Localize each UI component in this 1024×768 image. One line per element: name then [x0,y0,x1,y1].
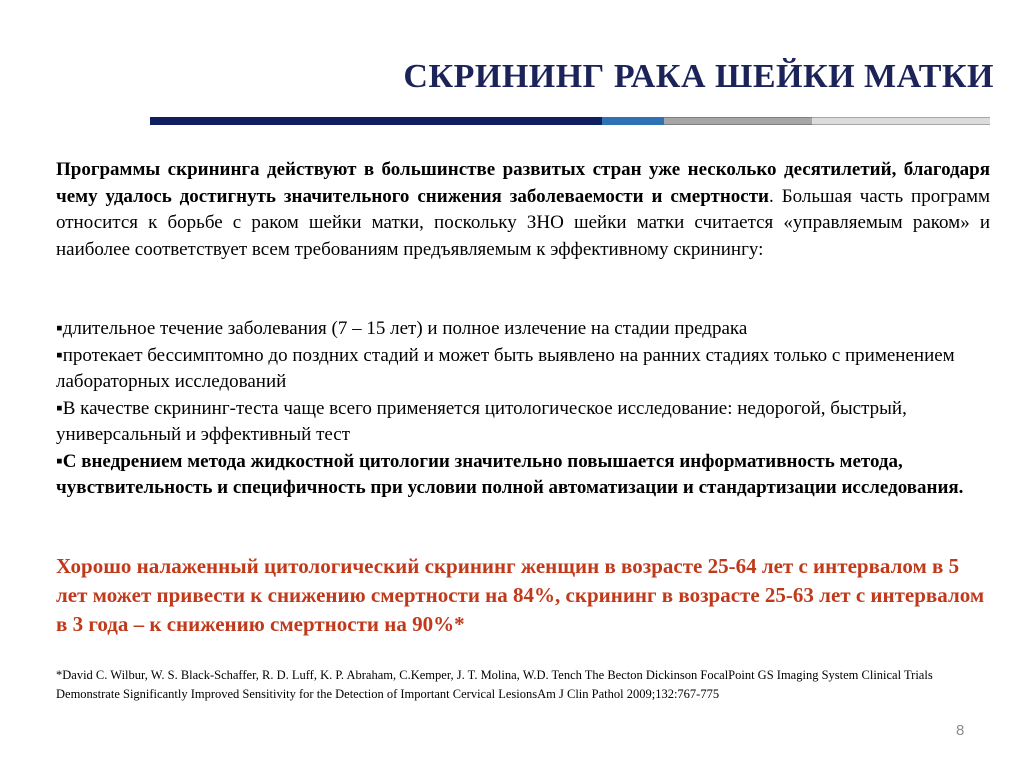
bullet-item-bold: ▪С внедрением метода жидкостной цитологии значительно повышается информативность метода, чувствительность и специфичность при условии полной автоматизации и стандартизации исследования. [56,450,964,498]
intro-bold-text: Программы скрининга действуют в большинстве развитых стран уже несколько десятилетий, благодаря чему удалось достигнуть значительного снижения заболеваемости и смертности [56,159,990,207]
slide-title: СКРИНИНГ РАКА ШЕЙКИ МАТКИ [403,58,994,95]
intro-paragraph [56,157,990,263]
highlight-statement: Хорошо налаженный цитологический скрининг женщин в возрасте 25-64 лет с интервалом в 5 лет может привести к снижению смертности на 84%, скрининг в возрасте 25-63 лет с интервалом в 3 года – к снижению смертности на 90%* [56,554,985,636]
reference-footnote: *David C. Wilbur, W. S. Black-Schaffer, R. D. Luff, K. P. Abraham, C.Kemper, J. T. Molina, W.D. Tench The Becton Dickinson FocalPoint GS Imaging System Clinical Trials Demonstrate Significantly Improved Sensitivity for the Detection of Important Cervical LesionsAm J Clin Pathol 2009;132:767-775 [56,668,933,701]
title-divider-gray [664,117,812,125]
intro-regular-text: . Большая часть программ относится к борьбе с раком шейки матки, поскольку ЗНО шейки матки считается «управляемым раком» и наиболее соответствует всем требованиям предъявляемым к эффективному скринингу: [56,185,990,260]
bullet-item: ▪длительное течение заболевания (7 – 15 лет) и полное излечение на стадии предрака [56,318,748,339]
bullet-item: ▪протекает бессимптомно до поздних стадий и может быть выявлено на ранних стадиях только с применением лабораторных исследований [56,344,955,392]
bullet-item: ▪В качестве скрининг-теста чаще всего применяется цитологическое исследование: недорогой, быстрый, универсальный и эффективный тест [56,397,907,445]
page-number: 8 [956,722,965,739]
bullet-list [56,316,990,502]
title-divider-light [812,117,990,125]
title-divider-navy [150,117,602,125]
title-divider-blue [602,117,664,125]
